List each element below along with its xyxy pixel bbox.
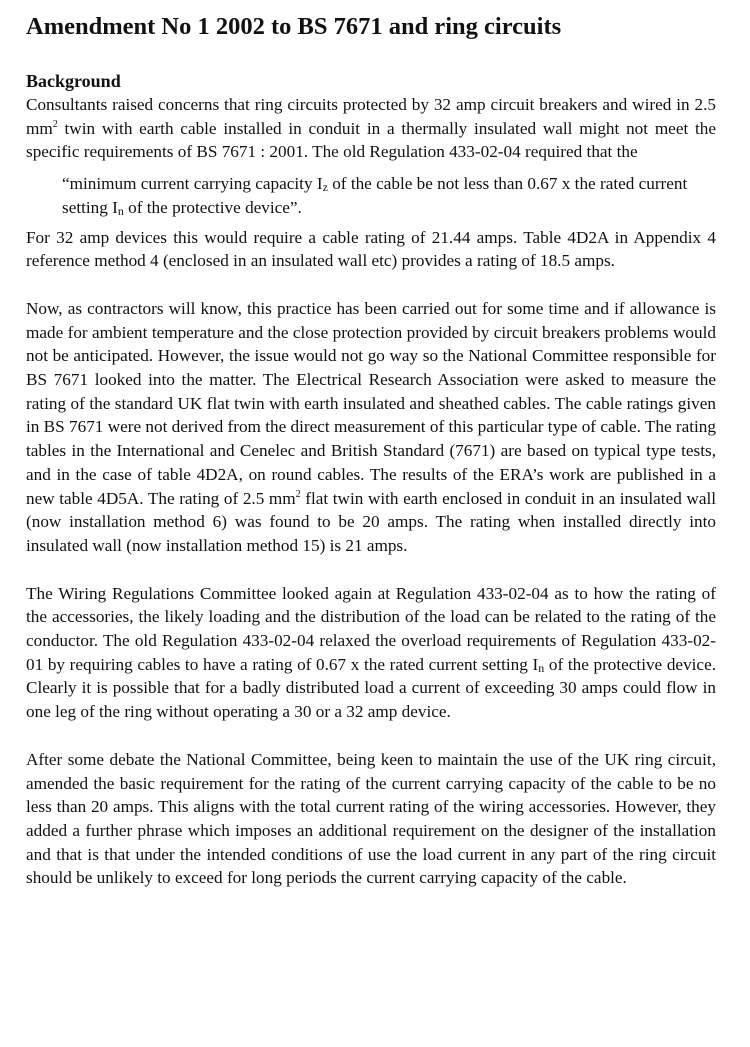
page-title: Amendment No 1 2002 to BS 7671 and ring circuits bbox=[26, 13, 562, 40]
quote-text-c: of the protective device”. bbox=[123, 197, 302, 217]
quote-text-b: of the cable be not less than 0.67 x the rated current setting I bbox=[62, 174, 688, 217]
subscript-n: n bbox=[117, 203, 124, 218]
paragraph-3 bbox=[26, 297, 716, 558]
subscript-z: z bbox=[322, 180, 328, 195]
paragraph-5: After some debate the National Committee, being keen to maintain the use of the UK ring circuit, amended the basic requirement for the rating of the current carrying capacity of the cable to be no less than 20 amps. This aligns with the total current rating of the wiring accessories. However, they added a further phrase which imposes an additional requirement on the designer of the installation and that is that under the intended conditions of use the load current in any part of the ring circuit should be unlikely to exceed for long periods the current carrying capacity of the cable. bbox=[26, 749, 716, 888]
superscript-squared: 2 bbox=[52, 118, 58, 130]
superscript-squared: 2 bbox=[295, 488, 301, 500]
paragraph-spacer bbox=[26, 724, 716, 748]
paragraph-1-text-a: Consultants raised concerns that ring circuits protected by 32 amp circuit breakers and wired in 2.5 mm bbox=[26, 95, 716, 138]
paragraph-3-text-b: flat twin with earth enclosed in conduit in an insulated wall (now installation method 6) was found to be 20 amps. The rating when installed directly into insulated wall (now installation method 15) is 21 amps. bbox=[26, 488, 717, 555]
paragraph-3-text-a: Now, as contractors will know, this practice has been carried out for some time and if allowance is made for ambient temperature and the close protection provided by circuit breakers problems would not be anticipated. However, the issue would not go way so the National Committee responsible for BS 7671 looked into the matter. The Electrical Research Association were asked to measure the rating of the standard UK flat twin with earth insulated and sheathed cables. The cable ratings given in BS 7671 were not derived from the direct measurement of this particular type of cable. The rating tables in the International and Cenelec and British Standard (7671) are based on typical type tests, and in the case of table 4D2A, on round cables. The results of the ERA’s work are published in a new table 4D5A. The rating of 2.5 mm bbox=[26, 298, 716, 508]
paragraph-2: For 32 amp devices this would require a cable rating of 21.44 amps. Table 4D2A in Appendix 4 reference method 4 (enclosed in an insulated wall etc) provides a rating of 18.5 amps. bbox=[26, 227, 716, 271]
background-heading: Background bbox=[26, 71, 121, 91]
paragraph-4-text-b: of the protective device. Clearly it is possible that for a badly distributed load a current of exceeding 30 amps could flow in one leg of the ring without operating a 30 or a 32 amp device. bbox=[26, 654, 716, 722]
regulation-quote bbox=[26, 172, 716, 219]
paragraph-4-text-a: The Wiring Regulations Committee looked again at Regulation 433-02-04 as to how the rating of the accessories, the likely loading and the distribution of the load can be related to the rating of the conductor. The old Regulation 433-02-04 relaxed the overload requirements of Regulation 433-02-01 by requiring cables to have a rating of 0.67 x the rated current setting I bbox=[26, 583, 716, 674]
paragraph-1-text-b: twin with earth cable installed in conduit in a thermally insulated wall might not meet the specific requirements of BS 7671 : 2001. The old Regulation 433-02-04 required that the bbox=[26, 118, 716, 162]
quote-text-a: “minimum current carrying capacity I bbox=[62, 174, 323, 194]
paragraph-1 bbox=[26, 93, 716, 164]
paragraph-spacer bbox=[26, 273, 716, 297]
subscript-n: n bbox=[538, 660, 545, 675]
paragraph-4 bbox=[26, 582, 716, 724]
paragraph-spacer bbox=[26, 558, 716, 582]
